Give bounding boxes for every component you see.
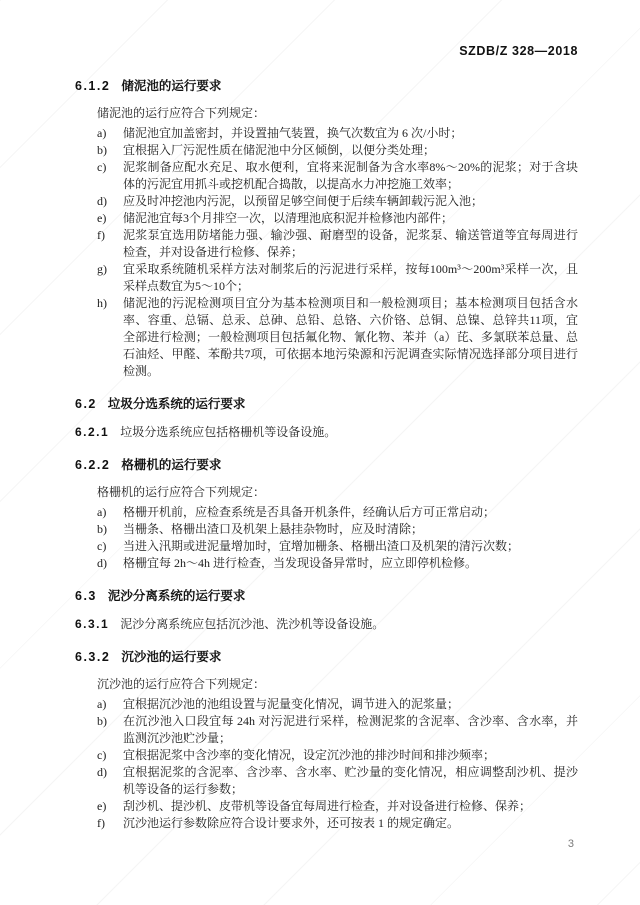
section-title: 储泥池的运行要求 — [121, 79, 222, 93]
clause-text: 泥沙分离系统应包括沉沙池、洗沙机等设备设施。 — [120, 617, 385, 631]
list-item-text: 宜根据沉沙池的池组设置与泥量变化情况，调节进入的泥浆量； — [123, 697, 460, 711]
clause-6-3-1 — [75, 616, 578, 633]
list-item-letter: d) — [97, 765, 107, 779]
section-number: 6.3.2 — [75, 650, 111, 664]
list-item-letter: g) — [97, 262, 107, 276]
list-item — [97, 227, 578, 261]
list-item — [97, 210, 578, 227]
list-item — [97, 747, 578, 764]
list-item-letter: e) — [97, 799, 107, 813]
intro-paragraph-6-3-2: 沉沙池的运行应符合下列规定： — [97, 677, 266, 691]
list-item-letter: a) — [97, 505, 107, 519]
list-item-letter: d) — [97, 194, 107, 208]
list-item — [97, 142, 578, 159]
list-item-text: 宜采取系统随机采样方法对制浆后的污泥进行采样，按每100m³～200m³采样一次，且采样点数宜为5～10个； — [123, 262, 578, 293]
list-item-letter: c) — [97, 748, 107, 762]
section-heading-6-2 — [75, 396, 578, 413]
list-item-text: 当进入汛期或进泥量增加时，宜增加栅条、格栅出渣口及机架的清污次数； — [123, 539, 520, 553]
section-title: 沉沙池的运行要求 — [121, 650, 222, 664]
list-item-letter: d) — [97, 556, 107, 570]
list-item-text: 宜根据泥浆的含泥率、含沙率、含水率、贮沙量的变化情况，相应调整刮沙机、提沙机等设备的运行参数； — [123, 765, 578, 796]
intro-paragraph-6-2-2: 格栅机的运行应符合下列规定： — [97, 485, 266, 499]
list-item — [97, 261, 578, 295]
list-item — [97, 798, 578, 815]
list-item-letter: b) — [97, 143, 107, 157]
section-number: 6.2.2 — [75, 458, 111, 472]
intro-paragraph-6-1-2: 储泥池的运行应符合下列规定： — [97, 106, 266, 120]
list-item-text: 泥浆泵宜选用防堵能力强、输沙强、耐磨型的设备，泥浆泵、输送管道等宜每周进行检查，并对设备进行检修、保养； — [123, 228, 578, 259]
page-header — [0, 0, 640, 58]
section-heading-6-1-2 — [75, 78, 578, 95]
section-heading-6-3-2 — [75, 649, 578, 666]
list-item-letter: f) — [97, 228, 105, 242]
list-item-letter: a) — [97, 126, 107, 140]
list-item-letter: e) — [97, 211, 107, 225]
section-title: 垃圾分选系统的运行要求 — [107, 397, 246, 411]
list-item-text: 沉沙池运行参数除应符合设计要求外，还可按表 1 的规定确定。 — [123, 816, 460, 830]
clause-6-2-1 — [75, 424, 578, 441]
clause-text: 垃圾分选系统应包括格栅机等设备设施。 — [120, 425, 337, 439]
section-number: 6.2 — [75, 397, 97, 411]
list-item — [97, 555, 578, 572]
list-item-letter: c) — [97, 160, 107, 174]
list-item-letter: c) — [97, 539, 107, 553]
list-item — [97, 815, 578, 832]
list-item — [97, 538, 578, 555]
section-number: 6.1.2 — [75, 79, 111, 93]
list-item-text: 格栅宜每 2h～4h 进行检查，当发现设备异常时，应立即停机检修。 — [123, 556, 478, 570]
section-title: 泥沙分离系统的运行要求 — [107, 589, 246, 603]
list-item — [97, 159, 578, 193]
list-item — [97, 193, 578, 210]
standard-number: SZDB/Z 328—2018 — [459, 44, 578, 58]
list-item-text: 当栅条、格栅出渣口及机架上悬挂杂物时，应及时清除； — [123, 522, 424, 536]
list-item-letter: f) — [97, 816, 105, 830]
list-item — [97, 696, 578, 713]
document-content — [0, 58, 640, 832]
section-number: 6.3 — [75, 589, 97, 603]
clause-number: 6.2.1 — [75, 425, 110, 439]
list-item-text: 在沉沙池入口段宜每 24h 对污泥进行采样，检测泥浆的含泥率、含沙率、含水率，并监测沉沙池贮沙量； — [123, 714, 578, 745]
list-item-text: 储泥池的污泥检测项目宜分为基本检测项目和一般检测项目；基本检测项目包括含水率、容重、总镉、总汞、总砷、总铅、总铬、六价铬、总铜、总镍、总锌共11项，宜全部进行检测；一般检测项目包括氟化物、氰化物、苯并（a）芘、多氯联苯总量、总石油烃、甲醛、苯酚共7项，可依据本地污染源和污泥调查实际情况选择部分项目进行检测。 — [123, 296, 578, 378]
list-item — [97, 764, 578, 798]
page-footer — [568, 838, 574, 850]
list-item — [97, 521, 578, 538]
list-6-3-2 — [75, 696, 578, 832]
section-heading-6-3 — [75, 588, 578, 605]
list-item-text: 应及时冲挖池内污泥，以预留足够空间便于后续车辆卸载污泥入池； — [123, 194, 484, 208]
section-heading-6-2-2 — [75, 457, 578, 474]
list-item-text: 储泥池宜加盖密封，并设置抽气装置，换气次数宜为 6 次/小时； — [123, 126, 463, 140]
list-6-2-2 — [75, 504, 578, 572]
list-6-1-2 — [75, 125, 578, 380]
section-title: 格栅机的运行要求 — [121, 458, 222, 472]
list-item-text: 格栅开机前，应检查系统是否具备开机条件，经确认后方可正常启动； — [123, 505, 496, 519]
list-item-text: 宜根据泥浆中含沙率的变化情况，设定沉沙池的排沙时间和排沙频率； — [123, 748, 496, 762]
list-item — [97, 504, 578, 521]
list-item — [97, 713, 578, 747]
list-item-text: 刮沙机、提沙机、皮带机等设备宜每周进行检查，并对设备进行检修、保养； — [123, 799, 532, 813]
list-item-text: 泥浆制备应配水充足、取水便利，宜将来泥制备为含水率8%～20%的泥浆；对于含块体的污泥宜用抓斗或挖机配合捣散，以提高水力冲挖施工效率； — [123, 160, 578, 191]
list-item-letter: b) — [97, 522, 107, 536]
clause-number: 6.3.1 — [75, 617, 110, 631]
page-number: 3 — [567, 838, 574, 850]
list-item — [97, 125, 578, 142]
list-item-text: 宜根据入厂污泥性质在储泥池中分区倾倒，以便分类处理； — [123, 143, 436, 157]
list-item-text: 储泥池宜每3个月排空一次，以清理池底积泥并检修池内部件； — [123, 211, 454, 225]
list-item — [97, 295, 578, 380]
list-item-letter: a) — [97, 697, 107, 711]
list-item-letter: h) — [97, 296, 107, 310]
list-item-letter: b) — [97, 714, 107, 728]
